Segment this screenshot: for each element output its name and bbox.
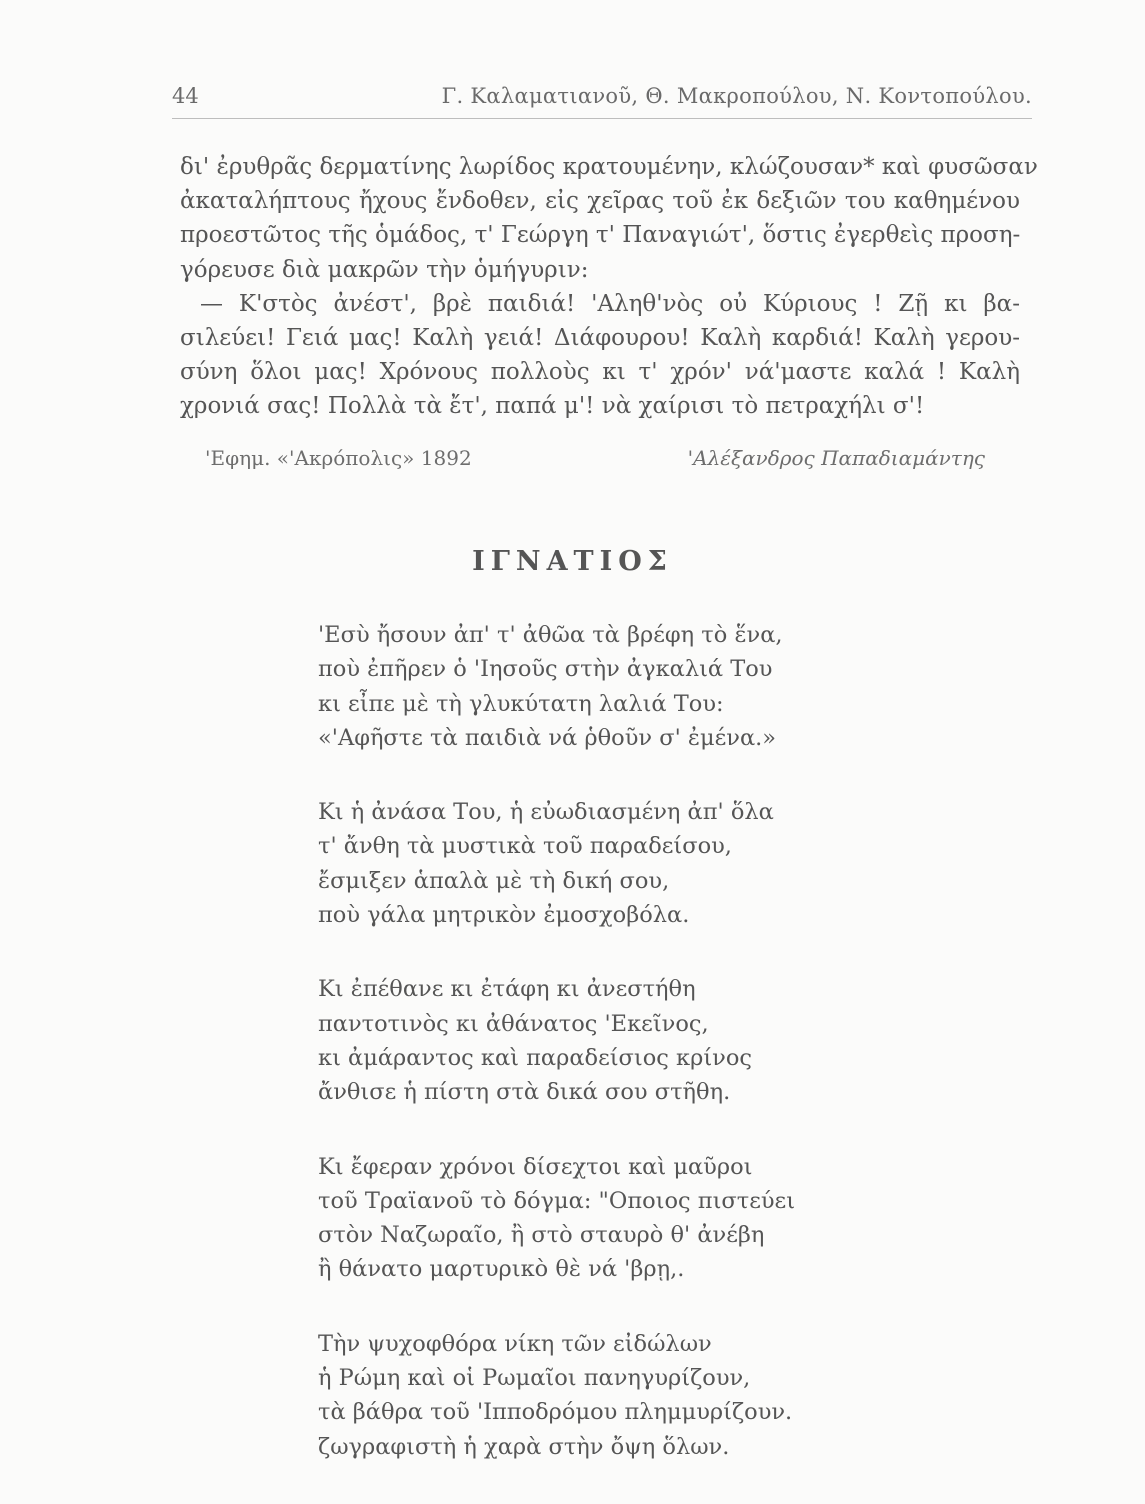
verse-line: «'Αφῆστε τὰ παιδιὰ νά ῥθοῦν σ' ἐμένα.» bbox=[318, 724, 777, 751]
source-attribution bbox=[205, 446, 985, 476]
verse-line: ἔσμιξεν ἁπαλὰ μὲ τὴ δική σου, bbox=[318, 867, 670, 894]
source-publication: 'Εφημ. «'Ακρόπολις» 1892 bbox=[205, 446, 472, 470]
stanza bbox=[318, 795, 878, 932]
prose-line: γόρευσε διὰ μακρῶν τὴν ὁμήγυριν: bbox=[180, 256, 589, 283]
verse-line: τοῦ Τραϊανοῦ τὸ δόγμα: "Οποιος πιστεύει bbox=[318, 1187, 796, 1214]
poem-title: ΙΓΝΑΤΙΟΣ bbox=[472, 546, 673, 577]
verse-line: 'Εσὺ ἤσουν ἀπ' τ' ἀθῶα τὰ βρέφη τὸ ἕνα, bbox=[318, 622, 783, 648]
source-author: 'Αλέξανδρος Παπαδιαμάντης bbox=[687, 446, 985, 470]
prose-line: δι' ἐρυθρᾶς δερματίνης λωρίδος κρατουμένην, κλώζουσαν* καὶ φυσῶσαν bbox=[180, 154, 1038, 180]
stanza bbox=[318, 1327, 878, 1464]
verse-line: παντοτινὸς κι ἀθάνατος 'Εκεῖνος, bbox=[318, 1010, 709, 1037]
verse-line: ποὺ ἐπῆρεν ὁ 'Ιησοῦς στὴν ἀγκαλιά Του bbox=[318, 656, 773, 683]
verse-line: ἢ θάνατο μαρτυρικὸ θὲ νά 'βρῃ,. bbox=[318, 1256, 685, 1283]
verse-line: τὰ βάθρα τοῦ 'Ιπποδρόμου πλημμυρίζουν. bbox=[318, 1399, 793, 1426]
prose-line: ἀκαταλήπτους ἤχους ἔνδοθεν, εἰς χεῖρας τοῦ ἐκ δεξιῶν του καθημένου bbox=[180, 188, 1020, 215]
stanza bbox=[318, 1150, 878, 1287]
prose-line: — Κ'στὸς ἀνέστ', βρὲ παιδιά! 'Αληθ'νὸς οὐ Κύριους ! Ζῇ κι βα- bbox=[200, 290, 1020, 317]
verse-line: Κι ἡ ἀνάσα Του, ἡ εὐωδιασμένη ἀπ' ὅλα bbox=[318, 799, 774, 826]
poem-body bbox=[318, 618, 878, 1504]
verse-line: ἡ Ρώμη καὶ οἱ Ρωμαῖοι πανηγυρίζουν, bbox=[318, 1365, 751, 1392]
page-number: 44 bbox=[172, 84, 199, 108]
stanza bbox=[318, 972, 878, 1109]
verse-line: κι εἶπε μὲ τὴ γλυκύτατη λαλιά Του: bbox=[318, 690, 724, 717]
prose-line: προεστῶτος τῆς ὁμάδος, τ' Γεώργη τ' Παναγιώτ', ὅστις ἐγερθεὶς προση- bbox=[180, 222, 1021, 249]
verse-line: ποὺ γάλα μητρικὸν ἐμοσχοβόλα. bbox=[318, 902, 690, 929]
verse-line: ζωγραφιστὴ ἡ χαρὰ στὴν ὄψη ὅλων. bbox=[318, 1433, 730, 1460]
verse-line: στὸν Ναζωραῖο, ἢ στὸ σταυρὸ θ' ἀνέβη bbox=[318, 1222, 765, 1249]
prose-line: σύνη ὅλοι μας! Χρόνους πολλοὺς κι τ' χρόν' νά'μαστε καλά ! Καλὴ bbox=[180, 359, 1020, 386]
verse-line: Κι ἔφεραν χρόνοι δίσεχτοι καὶ μαῦροι bbox=[318, 1153, 753, 1180]
stanza bbox=[318, 618, 878, 755]
running-head: Γ. Καλαματιανοῦ, Θ. Μακροπούλου, Ν. Κοντοπούλου. bbox=[441, 84, 1032, 108]
prose-line: χρονιά σας! Πολλὰ τὰ ἔτ', παπά μ'! νὰ χαίρισι τὸ πετραχήλι σ'! bbox=[180, 393, 925, 420]
prose-line: σιλεύει! Γειά μας! Καλὴ γειά! Διάφουρου! Καλὴ καρδιά! Καλὴ γερου- bbox=[180, 324, 1020, 351]
verse-line: Τὴν ψυχοφθόρα νίκη τῶν εἰδώλων bbox=[318, 1330, 712, 1357]
verse-line: κι ἀμάραντος καὶ παραδείσιος κρίνος bbox=[318, 1044, 752, 1071]
prose-passage bbox=[180, 150, 1038, 424]
verse-line: Κι ἐπέθανε κι ἐτάφη κι ἀνεστήθη bbox=[318, 976, 696, 1003]
verse-line: τ' ἄνθη τὰ μυστικὰ τοῦ παραδείσου, bbox=[318, 833, 732, 860]
header-rule bbox=[172, 118, 1032, 119]
verse-line: ἄνθισε ἡ πίστη στὰ δικά σου στῆθη. bbox=[318, 1079, 731, 1106]
page-header bbox=[172, 80, 1032, 114]
